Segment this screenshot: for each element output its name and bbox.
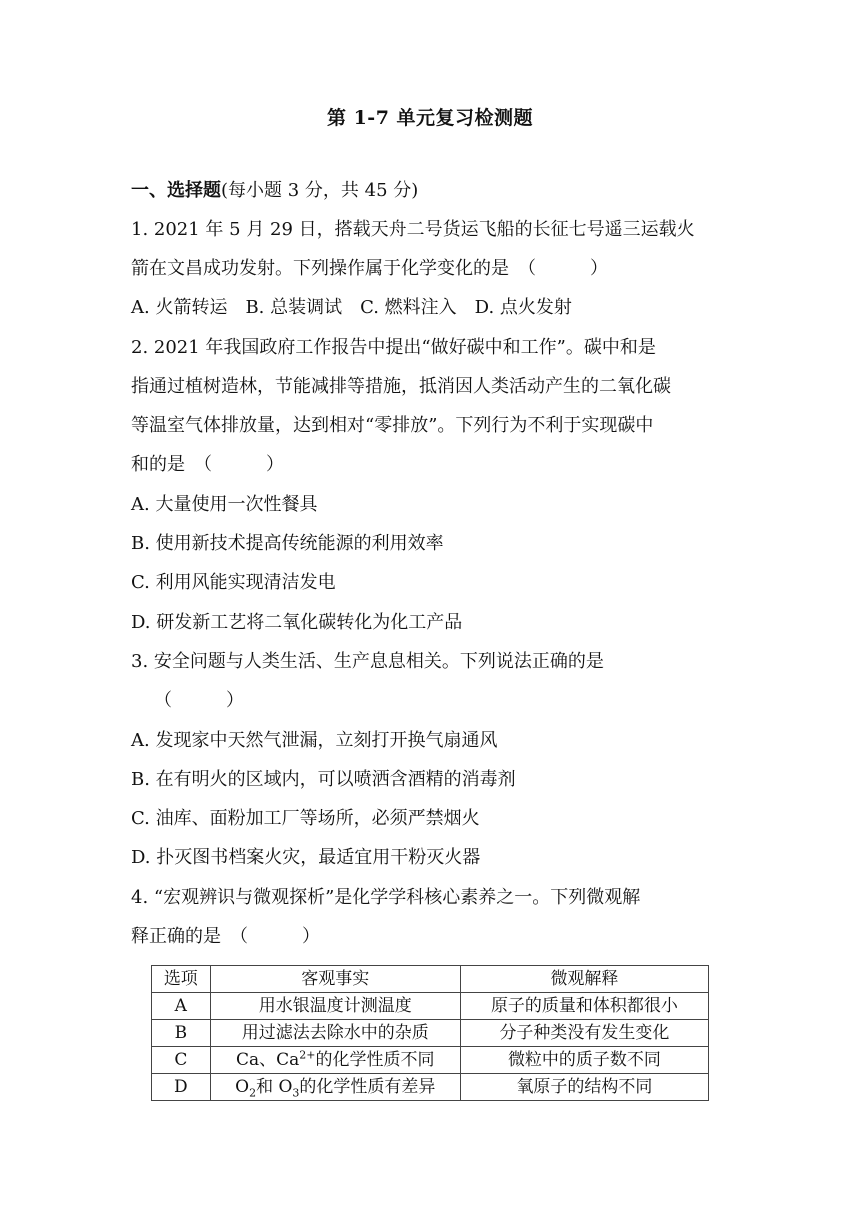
question-3-option-b: B. 在有明火的区域内，可以喷洒含酒精的消毒剂 bbox=[131, 769, 516, 790]
table-cell-fact bbox=[210, 1074, 460, 1101]
fact-text: O bbox=[235, 1077, 250, 1097]
table-header-option: 选项 bbox=[152, 966, 211, 993]
question-4-line-2: 释正确的是 （ ） bbox=[131, 926, 320, 947]
question-2-line-2: 指通过植树造林，节能减排等措施，抵消因人类活动产生的二氧化碳 bbox=[131, 376, 671, 397]
section-note: (每小题 3 分，共 45 分) bbox=[221, 180, 419, 201]
charge-superscript: 2+ bbox=[299, 1048, 316, 1062]
table-cell-explain: 原子的质量和体积都很小 bbox=[460, 993, 708, 1020]
subscript: 2 bbox=[249, 1086, 257, 1100]
table-cell-option: B bbox=[152, 1020, 211, 1047]
question-3-answer-blank: （ ） bbox=[154, 690, 244, 711]
table-cell-fact bbox=[210, 1047, 460, 1074]
table-row bbox=[152, 1020, 709, 1047]
table-cell-fact: 用水银温度计测温度 bbox=[210, 993, 460, 1020]
table-header-row bbox=[152, 966, 709, 993]
table-cell-fact: 用过滤法去除水中的杂质 bbox=[210, 1020, 460, 1047]
question-3-option-a: A. 发现家中天然气泄漏，立刻打开换气扇通风 bbox=[131, 730, 498, 751]
question-4-table bbox=[151, 965, 709, 1101]
table-cell-option: C bbox=[152, 1047, 211, 1074]
question-1-line-2: 箭在文昌成功发射。下列操作属于化学变化的是 （ ） bbox=[131, 258, 608, 279]
question-3-line-1: 3. 安全问题与人类生活、生产息息相关。下列说法正确的是 bbox=[131, 651, 604, 672]
table-row bbox=[152, 1074, 709, 1101]
question-2-option-c: C. 利用风能实现清洁发电 bbox=[131, 572, 336, 593]
section-heading-line bbox=[131, 178, 741, 204]
table-cell-option: A bbox=[152, 993, 211, 1020]
question-2-line-1: 2. 2021 年我国政府工作报告中提出“做好碳中和工作”。碳中和是 bbox=[131, 337, 656, 358]
question-3-option-c: C. 油库、面粉加工厂等场所，必须严禁烟火 bbox=[131, 808, 480, 829]
table-cell-explain: 分子种类没有发生变化 bbox=[460, 1020, 708, 1047]
table-row bbox=[152, 1047, 709, 1074]
table-cell-explain: 微粒中的质子数不同 bbox=[460, 1047, 708, 1074]
question-3-option-d: D. 扑灭图书档案火灾，最适宜用干粉灭火器 bbox=[131, 847, 481, 868]
table-cell-option: D bbox=[152, 1074, 211, 1101]
question-1-options: A. 火箭转运 B. 总装调试 C. 燃料注入 D. 点火发射 bbox=[131, 297, 572, 318]
question-4-line-1: 4. “宏观辨识与微观探析”是化学学科核心素养之一。下列微观解 bbox=[131, 887, 641, 908]
fact-text: 和 O bbox=[256, 1077, 293, 1097]
fact-text: 的化学性质有差异 bbox=[299, 1077, 436, 1097]
fact-text: Ca、Ca bbox=[236, 1050, 300, 1070]
question-2-option-d: D. 研发新工艺将二氧化碳转化为化工产品 bbox=[131, 612, 463, 633]
section-heading: 一、选择题 bbox=[131, 180, 221, 201]
question-2-option-a: A. 大量使用一次性餐具 bbox=[131, 494, 318, 515]
question-1-line-1: 1. 2021 年 5 月 29 日，搭载天舟二号货运飞船的长征七号遥三运载火 bbox=[131, 219, 695, 240]
question-2-line-3: 等温室气体排放量，达到相对“零排放”。下列行为不利于实现碳中 bbox=[131, 415, 654, 436]
question-2-line-4: 和的是 （ ） bbox=[131, 454, 284, 475]
table-header-explain: 微观解释 bbox=[460, 966, 708, 993]
subscript: 3 bbox=[292, 1086, 300, 1100]
fact-text: 的化学性质不同 bbox=[315, 1050, 435, 1070]
table-header-fact: 客观事实 bbox=[210, 966, 460, 993]
question-2-option-b: B. 使用新技术提高传统能源的利用效率 bbox=[131, 533, 444, 554]
table-cell-explain: 氧原子的结构不同 bbox=[460, 1074, 708, 1101]
table-row bbox=[152, 993, 709, 1020]
page-title: 第 1-7 单元复习检测题 bbox=[326, 107, 534, 129]
